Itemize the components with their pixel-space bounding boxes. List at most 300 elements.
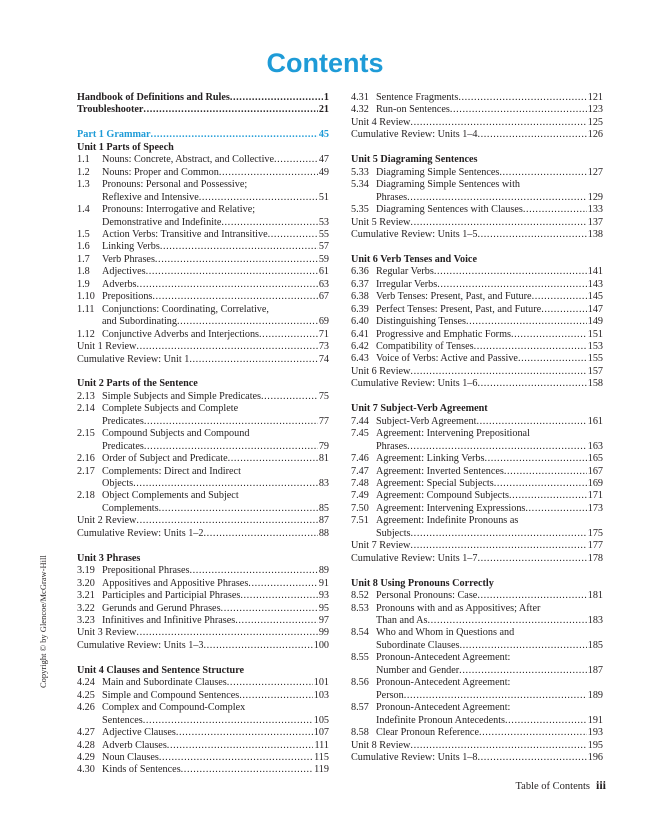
toc-label: Verb Phrases	[102, 253, 155, 265]
toc-label: Nouns: Proper and Common	[102, 166, 219, 178]
unit-heading: Unit 8 Using Pronouns Correctly	[351, 577, 494, 589]
lesson-number: 1.9	[77, 278, 90, 290]
leader-dots	[152, 291, 317, 303]
toc-label: Than and As	[376, 614, 428, 626]
lesson-number: 4.29	[77, 751, 95, 763]
lesson-title-line: Complete Subjects and Complete	[102, 403, 239, 415]
page-ref: 99	[318, 627, 329, 639]
toc-label: Subject-Verb Agreement	[376, 415, 477, 427]
toc-entry	[77, 752, 329, 764]
page-ref: 88	[318, 527, 329, 539]
page-ref: 143	[587, 278, 603, 290]
lesson-number: 7.44	[351, 415, 369, 427]
toc-label: Unit 2 Review	[77, 515, 137, 527]
toc-entry	[351, 104, 603, 116]
lesson-text	[102, 466, 329, 491]
leader-dots	[477, 378, 586, 390]
toc-line	[102, 578, 329, 590]
leader-dots	[136, 627, 317, 639]
toc-label: Phrases	[376, 440, 408, 452]
toc-line	[376, 416, 603, 428]
lesson-number: 8.58	[351, 727, 369, 739]
page-ref: 126	[587, 129, 603, 141]
lesson-text	[376, 515, 603, 540]
toc-entry	[77, 266, 329, 278]
lesson-text	[102, 752, 329, 764]
lesson-title-line: Pronoun-Antecedent Agreement:	[376, 652, 511, 664]
toc-label: Agreement: Intervening Expressions	[376, 502, 526, 514]
toc-group	[351, 154, 603, 241]
toc-line	[102, 329, 329, 341]
leader-dots	[199, 192, 318, 204]
leader-dots	[466, 316, 587, 328]
page-ref: 101	[313, 677, 329, 689]
lesson-number: 1.7	[77, 253, 90, 265]
toc-label: Agreement: Compound Subjects	[376, 490, 509, 502]
leader-dots	[240, 590, 317, 602]
toc-label: Order of Subject and Predicate	[102, 453, 228, 465]
leader-dots	[479, 727, 587, 739]
lesson-number: 6.43	[351, 353, 369, 365]
lesson-title-line: Complements: Direct and Indirect	[102, 465, 241, 477]
page-ref: 121	[587, 92, 603, 103]
review-entry	[351, 740, 603, 752]
lesson-number: 6.36	[351, 266, 369, 278]
page-ref: 73	[318, 341, 329, 353]
toc-line	[102, 677, 329, 689]
toc-label: Unit 6 Review	[351, 365, 411, 377]
lesson-number: 5.34	[351, 179, 369, 191]
lesson-text	[102, 204, 329, 229]
lesson-number: 4.32	[351, 104, 369, 116]
page-ref: 71	[318, 328, 329, 340]
toc-entry	[77, 291, 329, 303]
page-ref: 95	[318, 602, 329, 614]
lesson-text	[376, 92, 603, 104]
toc-entry	[351, 453, 603, 465]
leader-dots	[248, 578, 318, 590]
toc-label: Cumulative Review: Units 1–2	[77, 527, 204, 539]
leader-dots	[532, 291, 587, 303]
toc-line	[102, 590, 329, 602]
page-ref: 87	[318, 515, 329, 527]
toc-label: Agreement: Linking Verbs	[376, 453, 485, 465]
lesson-number: 7.45	[351, 428, 369, 440]
page-ref: 45	[318, 129, 329, 141]
toc-line	[102, 316, 329, 328]
unit-heading: Unit 6 Verb Tenses and Voice	[351, 253, 477, 265]
lesson-text	[102, 727, 329, 739]
toc-label: Cumulative Review: Units 1–7	[351, 552, 478, 564]
toc-label: Cumulative Review: Units 1–3	[77, 639, 204, 651]
toc-line	[77, 92, 329, 104]
toc-label: Adjective Clauses	[102, 727, 176, 739]
leader-dots	[176, 727, 313, 739]
toc-label: Reflexive and Intensive	[102, 191, 199, 203]
toc-label: Linking Verbs	[102, 241, 160, 253]
lesson-text	[102, 702, 329, 727]
toc-entry	[351, 204, 603, 216]
leader-dots	[261, 391, 318, 403]
toc-entry	[351, 652, 603, 677]
leader-dots	[509, 490, 587, 502]
lesson-text	[376, 167, 603, 179]
toc-label: Conjunctive Adverbs and Interjections	[102, 328, 260, 340]
toc-label: Adverb Clauses	[102, 739, 167, 751]
toc-entry	[351, 727, 603, 739]
lesson-title-line: Object Complements and Subject	[102, 490, 239, 502]
leader-dots	[437, 279, 587, 291]
toc-entry	[77, 740, 329, 752]
page-ref: 155	[587, 353, 603, 365]
leader-dots	[155, 254, 318, 266]
lesson-text	[102, 603, 329, 615]
lesson-text	[376, 266, 603, 278]
toc-label: Predicates	[102, 415, 144, 427]
page-ref: 103	[313, 689, 329, 701]
toc-line	[376, 353, 603, 365]
page-ref: 151	[587, 328, 603, 340]
page-ref: 165	[587, 453, 603, 465]
review-entry	[77, 354, 329, 366]
toc-label: Clear Pronoun Reference	[376, 727, 479, 739]
toc-label: Voice of Verbs: Active and Passive	[376, 353, 518, 365]
leader-dots	[228, 453, 318, 465]
toc-line	[376, 590, 603, 602]
toc-entry	[77, 603, 329, 615]
toc-line	[376, 341, 603, 353]
lesson-number: 1.11	[77, 303, 95, 315]
lesson-number: 3.21	[77, 590, 95, 602]
page-ref: 158	[587, 378, 603, 390]
toc-label: Action Verbs: Transitive and Intransitive	[102, 228, 268, 240]
toc-label: Phrases	[376, 191, 408, 203]
unit-heading: Unit 5 Diagraming Sentences	[351, 154, 478, 166]
leader-dots	[181, 764, 313, 776]
toc-label: Progressive and Emphatic Forms	[376, 328, 511, 340]
leader-dots	[518, 353, 587, 365]
lesson-text	[376, 677, 603, 702]
toc-line	[102, 615, 329, 627]
lesson-text	[376, 627, 603, 652]
toc-line	[102, 453, 329, 465]
toc-entry	[351, 92, 603, 104]
lesson-text	[102, 179, 329, 204]
toc-label: Complements	[102, 502, 159, 514]
toc-entry	[351, 179, 603, 204]
page-ref: 149	[587, 316, 603, 328]
lesson-number: 6.39	[351, 303, 369, 315]
lesson-text	[102, 266, 329, 278]
toc-entry	[351, 677, 603, 702]
lesson-number: 4.26	[77, 702, 95, 714]
leader-dots	[476, 416, 586, 428]
leader-dots	[239, 690, 312, 702]
review-entry	[77, 341, 329, 353]
footer-label: Table of Contents	[515, 781, 590, 792]
lesson-text	[376, 341, 603, 353]
lesson-title-line: Complex and Compound-Complex	[102, 702, 246, 714]
leader-dots	[143, 104, 317, 116]
lesson-number: 1.6	[77, 241, 90, 253]
lesson-number: 3.23	[77, 614, 95, 626]
toc-line	[102, 752, 329, 764]
lesson-text	[376, 179, 603, 204]
toc-entry	[77, 304, 329, 329]
toc-label: Diagraming Simple Sentences	[376, 166, 500, 178]
leader-dots	[477, 229, 586, 241]
leader-dots	[146, 266, 318, 278]
lesson-number: 2.16	[77, 453, 95, 465]
toc-entry	[351, 603, 603, 628]
lesson-text	[376, 490, 603, 502]
toc-entry	[351, 353, 603, 365]
page-ref: 195	[587, 739, 603, 751]
lesson-number: 8.57	[351, 702, 369, 714]
toc-entry	[351, 167, 603, 179]
toc-label: Simple Subjects and Simple Predicates	[102, 390, 262, 402]
page-ref: 93	[318, 590, 329, 602]
lesson-number: 1.10	[77, 291, 95, 303]
toc-entry	[351, 341, 603, 353]
lesson-text	[376, 428, 603, 453]
toc-label: Regular Verbs	[376, 266, 434, 278]
leader-dots	[144, 416, 318, 428]
lesson-number: 5.35	[351, 204, 369, 216]
leader-dots	[477, 752, 586, 764]
leader-dots	[504, 466, 587, 478]
lesson-number: 2.17	[77, 465, 95, 477]
lesson-text	[376, 279, 603, 291]
leader-dots	[177, 316, 318, 328]
review-entry	[351, 752, 603, 764]
toc-label: Unit 4 Review	[351, 116, 411, 128]
toc-line	[102, 192, 329, 204]
leader-dots	[407, 192, 587, 204]
lesson-number: 1.5	[77, 228, 90, 240]
lesson-text	[102, 565, 329, 577]
page-ref: 105	[313, 714, 329, 726]
toc-line	[102, 266, 329, 278]
toc-line	[376, 329, 603, 341]
leader-dots	[459, 640, 586, 652]
leader-dots	[159, 752, 313, 764]
toc-line	[376, 167, 603, 179]
toc-entry	[351, 428, 603, 453]
toc-line	[376, 466, 603, 478]
toc-label: Prepositions	[102, 291, 153, 303]
toc-entry	[77, 590, 329, 602]
toc-label: Unit 7 Review	[351, 540, 411, 552]
lesson-title-line: Diagraming Simple Sentences with	[376, 179, 521, 191]
page-number: iii	[595, 778, 606, 792]
page-ref: 127	[587, 166, 603, 178]
page-ref: 125	[587, 116, 603, 128]
leader-dots	[450, 104, 587, 116]
toc-label: Personal Pronouns: Case	[376, 590, 478, 602]
toc-label: Nouns: Concrete, Abstract, and Collective	[102, 154, 275, 166]
toc-entry	[77, 391, 329, 403]
toc-label: Simple and Compound Sentences	[102, 689, 240, 701]
leader-dots	[499, 167, 586, 179]
toc-entry	[77, 179, 329, 204]
toc-label: Troubleshooter	[77, 104, 144, 116]
leader-dots	[474, 341, 587, 353]
lesson-text	[376, 727, 603, 739]
toc-entry	[351, 466, 603, 478]
lesson-number: 4.27	[77, 727, 95, 739]
leader-dots	[159, 503, 318, 515]
toc-label: Cumulative Review: Units 1–4	[351, 129, 478, 141]
page-ref: 83	[318, 478, 329, 490]
lesson-text	[102, 241, 329, 253]
page-ref: 74	[318, 353, 329, 365]
toc-group	[77, 665, 329, 777]
lesson-number: 8.56	[351, 677, 369, 689]
page-ref: 183	[587, 614, 603, 626]
lesson-number: 7.47	[351, 465, 369, 477]
leader-dots	[505, 715, 587, 727]
toc-line	[102, 740, 329, 752]
page-ref: 1	[323, 92, 329, 103]
lesson-text	[102, 764, 329, 776]
toc-entry	[77, 403, 329, 428]
leader-dots	[407, 441, 587, 453]
toc-entry	[77, 254, 329, 266]
lesson-number: 7.48	[351, 478, 369, 489]
leader-dots	[143, 715, 313, 727]
lesson-number: 8.52	[351, 590, 369, 602]
review-entry	[351, 117, 603, 129]
leader-dots	[144, 441, 318, 453]
leader-dots	[477, 129, 586, 141]
page-ref: 63	[318, 278, 329, 290]
page-ref: 191	[587, 714, 603, 726]
toc-entry	[351, 416, 603, 428]
lesson-text	[102, 677, 329, 689]
toc-entry	[77, 727, 329, 739]
toc-entry	[77, 241, 329, 253]
unit-heading: Unit 4 Clauses and Sentence Structure	[77, 664, 245, 676]
page-ref: 169	[587, 478, 603, 489]
lesson-text	[376, 590, 603, 602]
review-entry	[351, 366, 603, 378]
toc-line	[102, 217, 329, 229]
page-ref: 138	[587, 228, 603, 240]
toc-line	[376, 528, 603, 540]
toc-entry	[351, 304, 603, 316]
toc-entry	[77, 578, 329, 590]
leader-dots	[151, 129, 318, 141]
toc-line	[102, 441, 329, 453]
page-ref: 133	[587, 204, 603, 216]
lesson-number: 1.12	[77, 328, 95, 340]
toc-label: Sentence Fragments	[376, 92, 459, 103]
toc-entry	[351, 291, 603, 303]
leader-dots	[189, 565, 317, 577]
leader-dots	[227, 677, 313, 689]
toc-entry	[351, 266, 603, 278]
toc-label: Agreement: Inverted Sentences	[376, 465, 504, 477]
page-ref: 49	[318, 166, 329, 178]
toc-entry	[77, 204, 329, 229]
lesson-title-line: Pronouns with and as Appositives; After	[376, 602, 541, 614]
toc-column-left	[77, 92, 329, 789]
toc-entry	[77, 329, 329, 341]
toc-line	[376, 192, 603, 204]
toc-line	[102, 565, 329, 577]
leader-dots	[259, 329, 318, 341]
toc-line	[102, 229, 329, 241]
toc-group	[77, 129, 329, 366]
lesson-text	[102, 578, 329, 590]
toc-label: Unit 1 Review	[77, 341, 137, 353]
toc-label: Diagraming Sentences with Clauses	[376, 204, 523, 216]
page-ref: 145	[587, 291, 603, 303]
toc-line	[376, 715, 603, 727]
lesson-number: 1.1	[77, 154, 90, 166]
lesson-text	[376, 603, 603, 628]
toc-line	[376, 727, 603, 739]
toc-entry	[351, 503, 603, 515]
review-entry	[351, 229, 603, 241]
leader-dots	[235, 615, 318, 627]
leader-dots	[203, 640, 312, 652]
toc-label: Run-on Sentences	[376, 104, 450, 116]
toc-label: Verb Tenses: Present, Past, and Future	[376, 291, 532, 303]
lesson-number: 1.3	[77, 179, 90, 191]
lesson-text	[376, 652, 603, 677]
leader-dots	[477, 590, 586, 602]
lesson-text	[102, 329, 329, 341]
review-entry	[351, 540, 603, 552]
lesson-number: 5.33	[351, 166, 369, 178]
page-ref: 79	[318, 440, 329, 452]
page-ref: 59	[318, 253, 329, 265]
toc-label: Cumulative Review: Unit 1	[77, 353, 190, 365]
lesson-title-line: Agreement: Indefinite Pronouns as	[376, 515, 519, 527]
lesson-text	[102, 428, 329, 453]
lesson-number: 7.51	[351, 515, 369, 527]
toc-label: Cumulative Review: Units 1–6	[351, 378, 478, 390]
toc-line	[376, 291, 603, 303]
leader-dots	[458, 92, 586, 104]
page-ref: 53	[318, 216, 329, 228]
lesson-number: 4.25	[77, 689, 95, 701]
toc-line	[102, 478, 329, 490]
toc-line	[376, 665, 603, 677]
lesson-number: 8.54	[351, 627, 369, 639]
leader-dots	[404, 690, 587, 702]
toc-line	[77, 104, 329, 116]
toc-label: Perfect Tenses: Present, Past, and Future	[376, 303, 542, 315]
leader-dots	[477, 553, 586, 565]
review-entry	[77, 515, 329, 527]
leader-dots	[494, 478, 587, 490]
page-ref: 129	[587, 191, 603, 203]
toc-line	[376, 478, 603, 490]
page-ref: 147	[587, 303, 603, 315]
lesson-number: 6.40	[351, 316, 369, 328]
toc-line	[102, 279, 329, 291]
leader-dots	[136, 341, 317, 353]
page-ref: 141	[587, 266, 603, 278]
lesson-number: 2.15	[77, 428, 95, 440]
page-ref: 187	[587, 664, 603, 676]
toc-line	[102, 603, 329, 615]
toc-label: Adjectives	[102, 266, 146, 278]
lesson-text	[376, 466, 603, 478]
